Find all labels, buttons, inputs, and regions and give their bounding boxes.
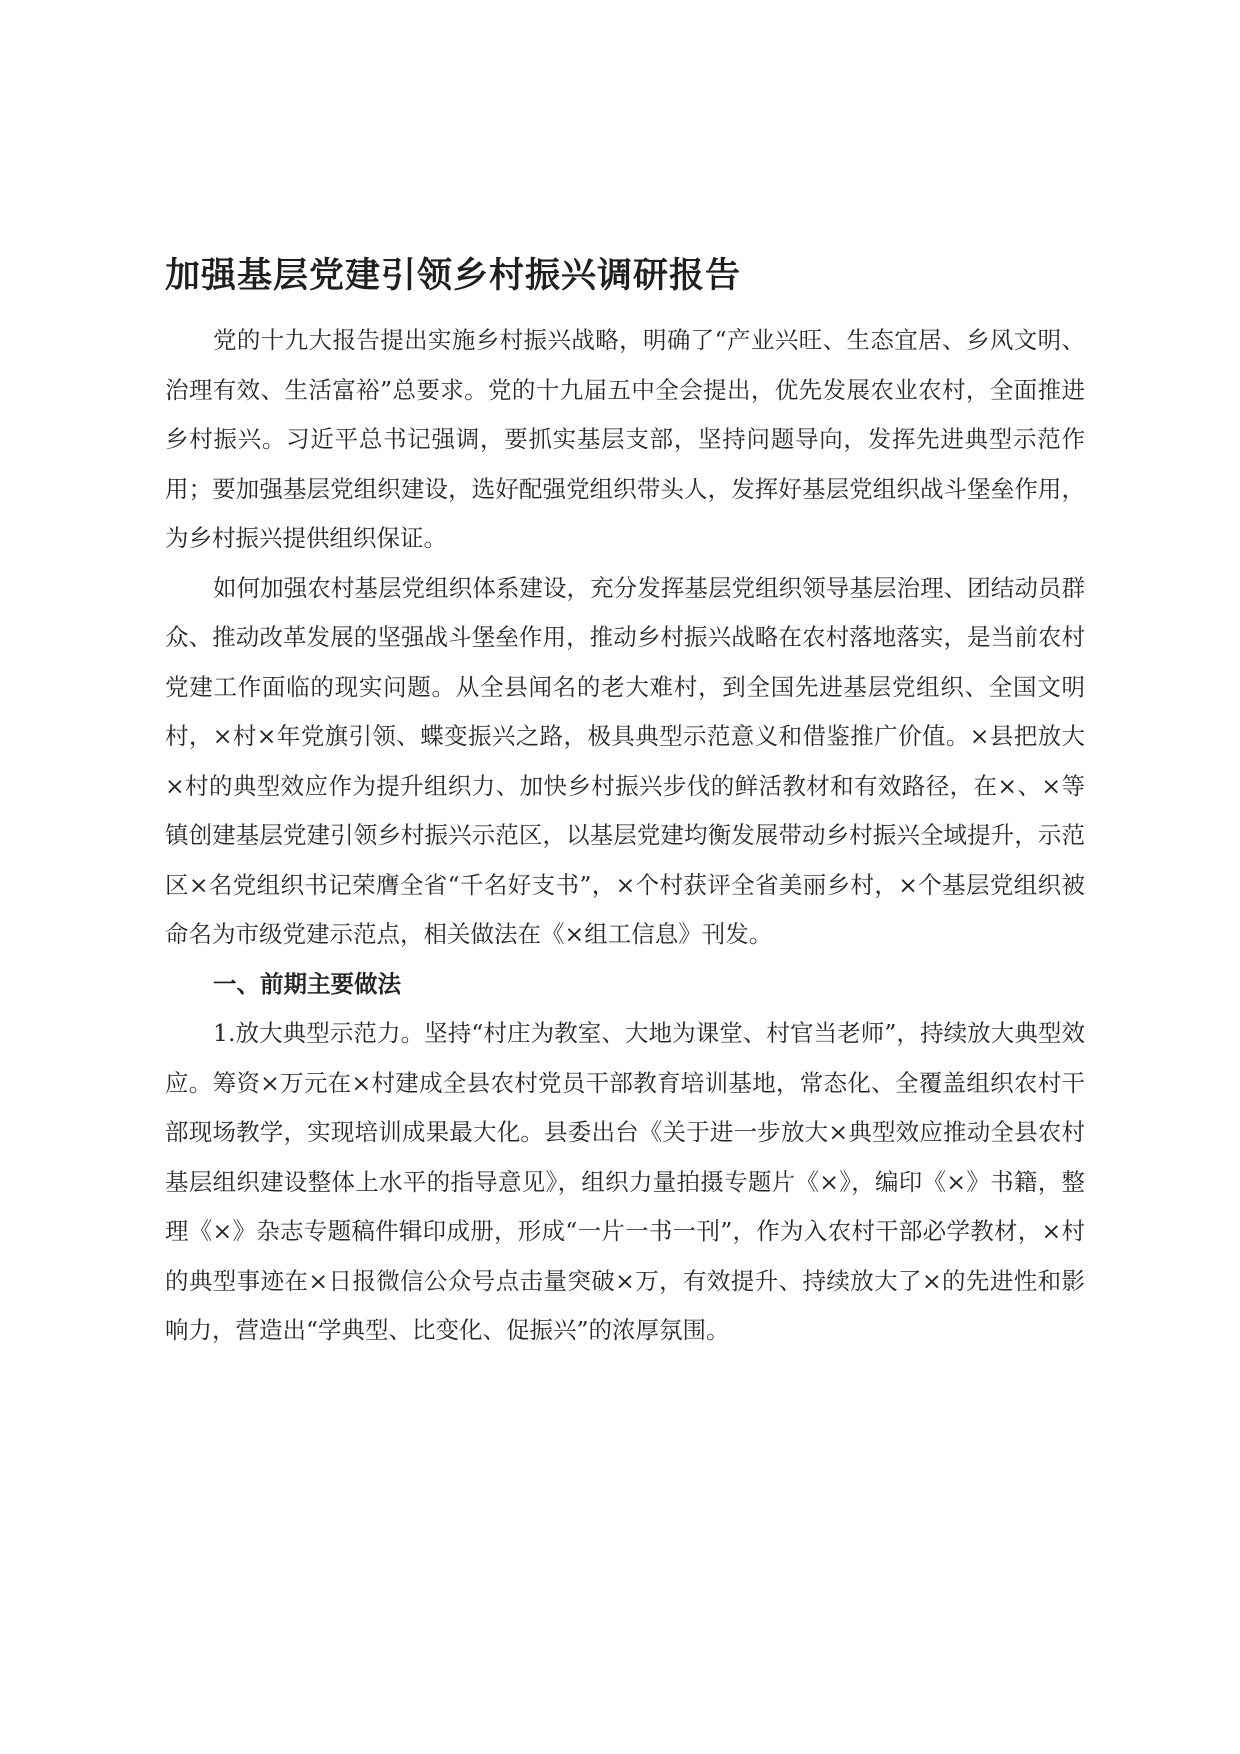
section-paragraph: 1.放大典型示范力。坚持“村庄为教室、大地为课堂、村官当老师”，持续放大典型效应。筹资×万元在×村建成全县农村党员干部教育培训基地，常态化、全覆盖组织农村干部现场教学，实现培训成果最大化。县委出台《关于进一步放大×典型效应推动全县农村基层组织建设整体上水平的指导意见》，组织力量拍摄专题片《×》，编印《×》书籍，整理《×》杂志专题稿件辑印成册，形成“一片一书一刊”，作为入农村干部必学教材，×村的典型事迹在×日报微信公众号点击量突破×万，有效提升、持续放大了×的先进性和影响力，营造出“学典型、比变化、促振兴”的浓厚氛围。: [165, 1019, 1085, 1344]
section-heading: 一、前期主要做法: [213, 969, 401, 998]
document-body: [165, 250, 1085, 1356]
paragraph-intro: 党的十九大报告提出实施乡村振兴战略，明确了“产业兴旺、生态宜居、乡风文明、治理有效、生活富裕”总要求。党的十九届五中全会提出，优先发展农业农村，全面推进乡村振兴。习近平总书记强调，要抓实基层支部，坚持问题导向，发挥先进典型示范作用；要加强基层党组织建设，选好配强党组织带头人，发挥好基层党组织战斗堡垒作用，为乡村振兴提供组织保证。: [165, 326, 1085, 552]
document-title: 加强基层党建引领乡村振兴调研报告: [165, 255, 742, 296]
paragraph-background: 如何加强农村基层党组织体系建设，充分发挥基层党组织领导基层治理、团结动员群众、推动改革发展的坚强战斗堡垒作用，推动乡村振兴战略在农村落地落实，是当前农村党建工作面临的现实问题。从全县闻名的老大难村，到全国先进基层党组织、全国文明村，×村×年党旗引领、蝶变振兴之路，极具典型示范意义和借鉴推广价值。×县把放大×村的典型效应作为提升组织力、加快乡村振兴步伐的鲜活教材和有效路径，在×、×等镇创建基层党建引领乡村振兴示范区，以基层党建均衡发展带动乡村振兴全域提升，示范区×名党组织书记荣膺全省“千名好支书”，×个村获评全省美丽乡村，×个基层党组织被命名为市级党建示范点，相关做法在《×组工信息》刊发。: [165, 573, 1085, 948]
